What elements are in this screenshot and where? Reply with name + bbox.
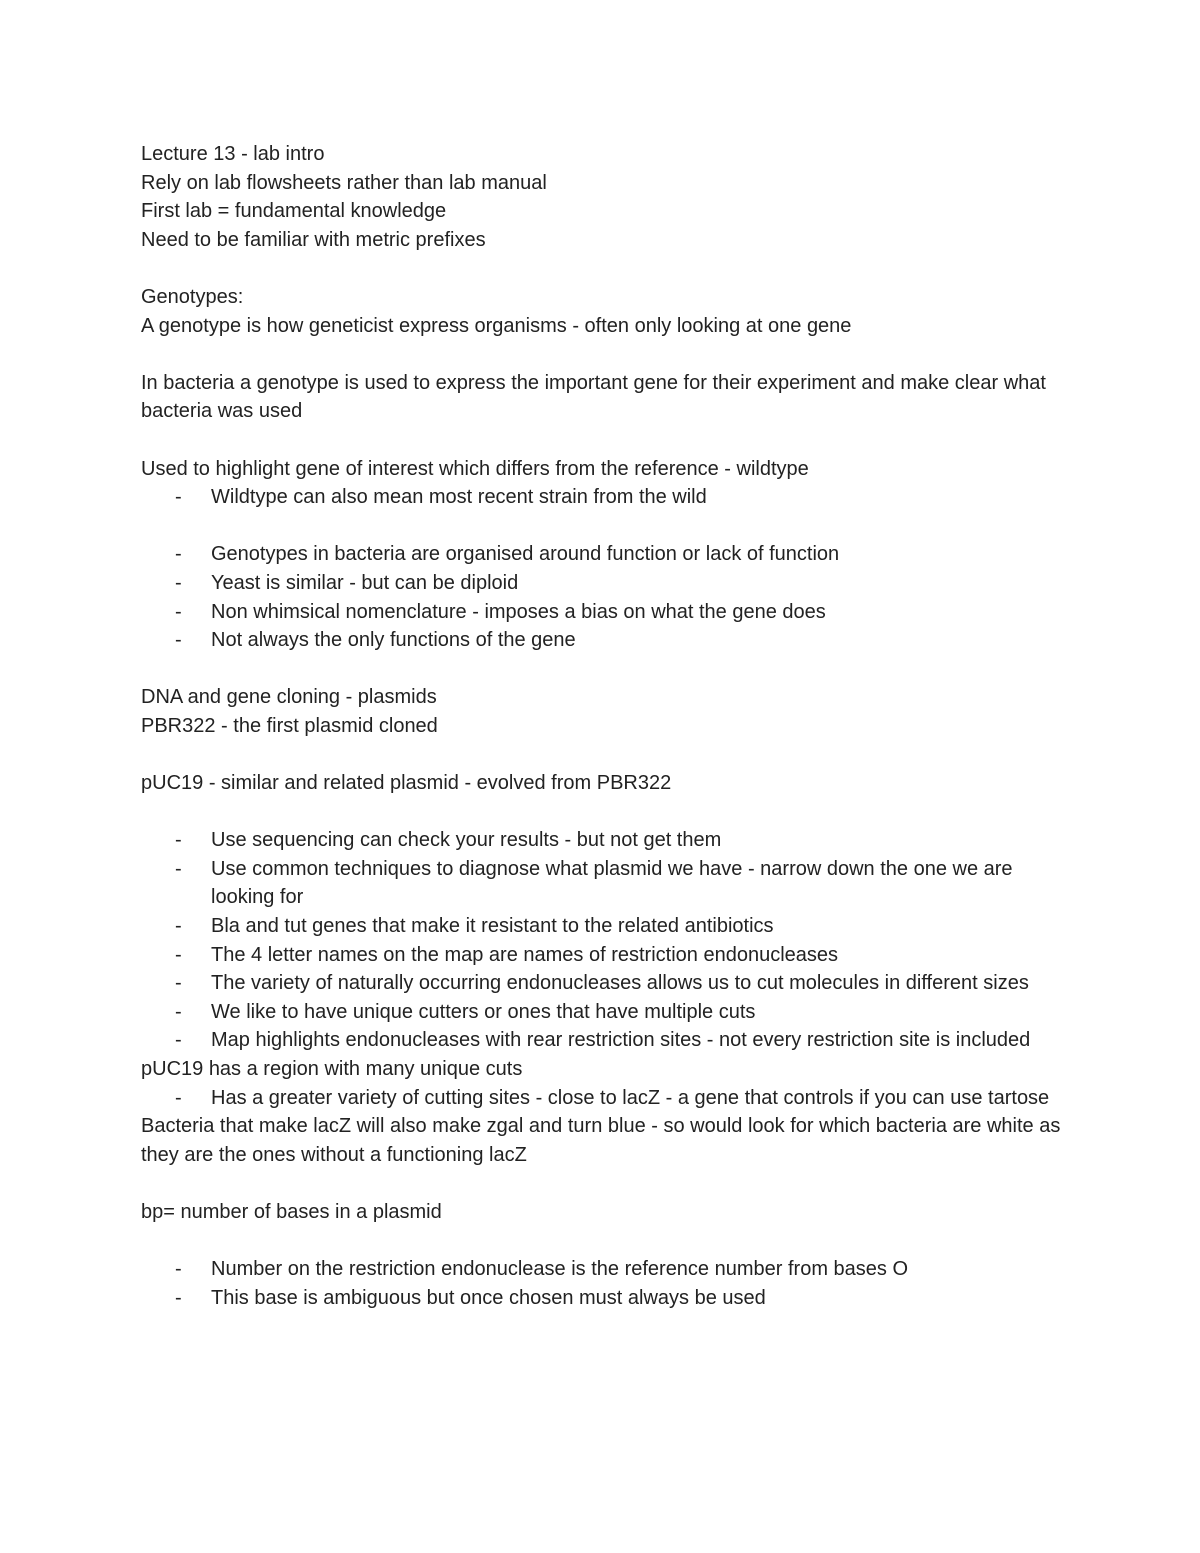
- list-item: - Wildtype can also mean most recent strain from the wild: [141, 483, 1061, 512]
- list-item: - Yeast is similar - but can be diploid: [141, 569, 1061, 598]
- paragraph-line: Need to be familiar with metric prefixes: [141, 228, 486, 251]
- list-item: - Not always the only functions of the gene: [141, 626, 1061, 655]
- section-heading-genotypes: Genotypes:: [141, 285, 244, 308]
- paragraph-line: pUC19 - similar and related plasmid - evolved from PBR322: [141, 772, 672, 795]
- blank-line: [141, 740, 1061, 769]
- list-item: - The 4 letter names on the map are names of restriction endonucleases: [141, 941, 1061, 970]
- dash-list: [141, 1084, 1061, 1113]
- blank-line: [141, 426, 1061, 455]
- document-body: [141, 140, 1061, 1312]
- list-item: - Use sequencing can check your results - but not get them: [141, 826, 1061, 855]
- list-item: - Map highlights endonucleases with rear restriction sites - not every restriction site is included: [141, 1026, 1061, 1055]
- list-item: - Number on the restriction endonuclease is the reference number from bases O: [141, 1255, 1061, 1284]
- paragraph-line: First lab = fundamental knowledge: [141, 200, 447, 223]
- paragraph-line: bp= number of bases in a plasmid: [141, 1200, 442, 1223]
- list-item: - Has a greater variety of cutting sites - close to lacZ - a gene that controls if you can use tartose: [141, 1084, 1061, 1113]
- paragraph: In bacteria a genotype is used to express the important gene for their experiment and make clear what bacteria was used: [141, 371, 1046, 423]
- blank-line: [141, 798, 1061, 827]
- list-item: - The variety of naturally occurring endonucleases allows us to cut molecules in different sizes: [141, 969, 1061, 998]
- dash-list: [141, 483, 1061, 512]
- paragraph-line: DNA and gene cloning - plasmids: [141, 686, 437, 709]
- blank-line: [141, 340, 1061, 369]
- paragraph-line: PBR322 - the first plasmid cloned: [141, 714, 438, 737]
- blank-line: [141, 254, 1061, 283]
- list-item: - We like to have unique cutters or ones that have multiple cuts: [141, 998, 1061, 1027]
- blank-line: [141, 512, 1061, 541]
- list-item: - Genotypes in bacteria are organised around function or lack of function: [141, 540, 1061, 569]
- lecture-title: Lecture 13 - lab intro: [141, 143, 325, 165]
- paragraph-line: Used to highlight gene of interest which differs from the reference - wildtype: [141, 457, 809, 480]
- list-item: - Non whimsical nomenclature - imposes a bias on what the gene does: [141, 598, 1061, 627]
- list-item: - This base is ambiguous but once chosen must always be used: [141, 1284, 1061, 1313]
- paragraph-line: Rely on lab flowsheets rather than lab manual: [141, 171, 547, 194]
- dash-list: [141, 826, 1061, 1055]
- paragraph: Bacteria that make lacZ will also make zgal and turn blue - so would look for which bacteria are white as they are the ones without a functioning lacZ: [141, 1115, 1061, 1166]
- dash-list: [141, 540, 1061, 654]
- list-item: - Bla and tut genes that make it resistant to the related antibiotics: [141, 912, 1061, 941]
- paragraph-line: A genotype is how geneticist express organisms - often only looking at one gene: [141, 314, 852, 337]
- blank-line: [141, 1227, 1061, 1256]
- blank-line: [141, 655, 1061, 684]
- list-item: - Use common techniques to diagnose what plasmid we have - narrow down the one we are looking for: [141, 855, 1061, 912]
- dash-list: [141, 1255, 1061, 1312]
- paragraph-line: pUC19 has a region with many unique cuts: [141, 1058, 523, 1080]
- blank-line: [141, 1169, 1061, 1198]
